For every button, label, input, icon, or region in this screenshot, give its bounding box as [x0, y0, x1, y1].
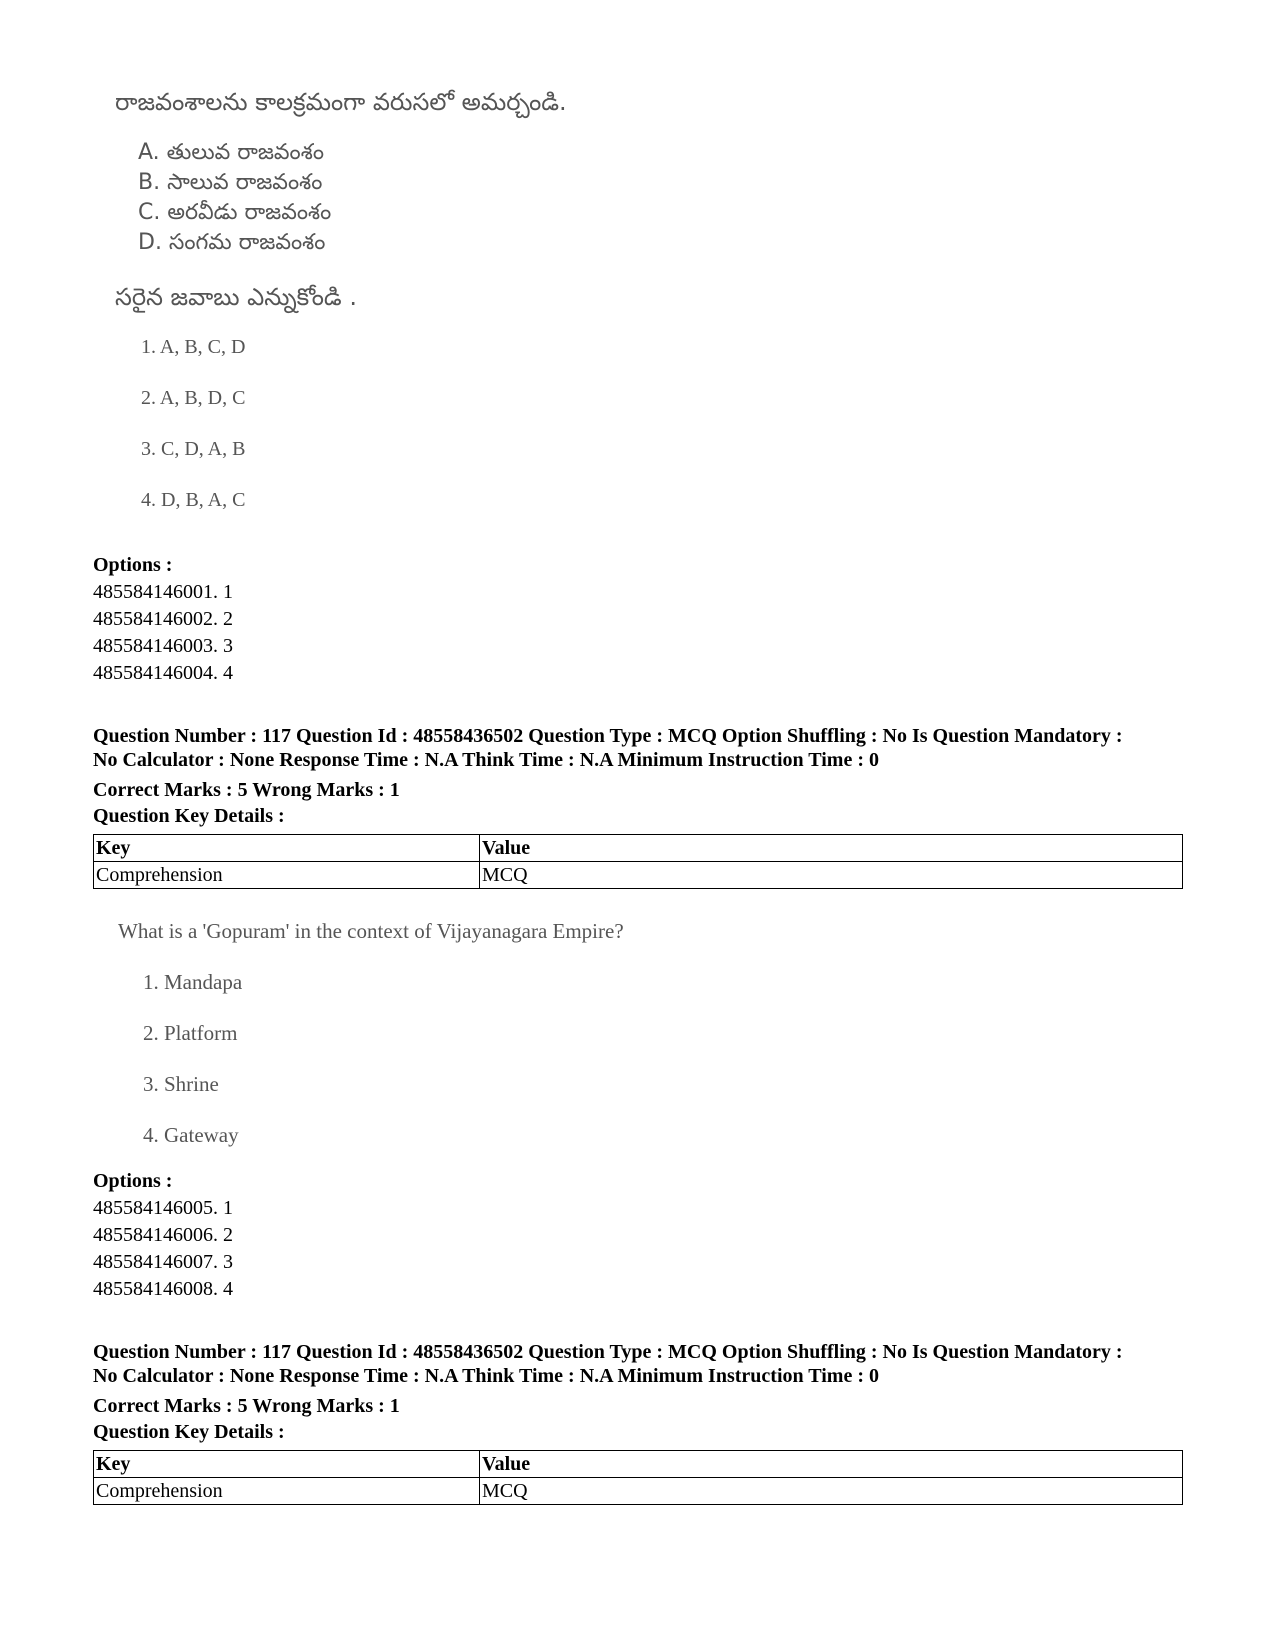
option-line: 485584146007. 3	[93, 1251, 233, 1273]
question-prompt: సరైన జవాబు ఎన్నుకోండి .	[115, 283, 357, 311]
question-image-telugu	[93, 80, 793, 540]
table-header-row	[94, 835, 1183, 862]
header-value: Value	[480, 1451, 1183, 1478]
answer-choice: 2. A, B, D, C	[141, 387, 246, 409]
dynasty-item: B. సాలువ రాజవంశం	[138, 170, 323, 195]
option-line: 485584146006. 2	[93, 1224, 233, 1246]
dynasty-item: A. తులువ రాజవంశం	[138, 140, 324, 165]
answer-choice: 3. Shrine	[143, 1072, 219, 1096]
table-row	[94, 1478, 1183, 1505]
question-meta	[93, 1340, 1183, 1388]
dynasty-item: D. సంగమ రాజవంశం	[138, 230, 326, 255]
meta-line: Question Number : 117 Question Id : 48558436502 Question Type : MCQ Option Shuffling : No Is Question Mandatory :	[93, 725, 1123, 747]
meta-line: No Calculator : None Response Time : N.A Think Time : N.A Minimum Instruction Time : 0	[93, 749, 879, 771]
options-heading: Options :	[93, 1170, 173, 1192]
answer-choice: 4. Gateway	[143, 1123, 239, 1147]
option-line: 485584146001. 1	[93, 581, 233, 603]
key-details-table	[93, 1450, 1183, 1505]
marks-line: Correct Marks : 5 Wrong Marks : 1	[93, 1395, 400, 1417]
table-row	[94, 862, 1183, 889]
options-heading: Options :	[93, 554, 173, 576]
header-key: Key	[94, 835, 480, 862]
header-value: Value	[480, 835, 1183, 862]
cell-value: MCQ	[480, 1478, 1183, 1505]
question-stem: రాజవంశాలను కాలక్రమంగా వరుసలో అమర్చండి.	[115, 88, 567, 116]
question-meta	[93, 724, 1183, 772]
option-line: 485584146004. 4	[93, 662, 233, 684]
meta-line: No Calculator : None Response Time : N.A Think Time : N.A Minimum Instruction Time : 0	[93, 1365, 879, 1387]
dynasty-item: C. అరవీడు రాజవంశం	[138, 200, 332, 225]
key-details-heading: Question Key Details :	[93, 805, 285, 827]
option-line: 485584146008. 4	[93, 1278, 233, 1300]
cell-key: Comprehension	[94, 862, 480, 889]
answer-choice: 4. D, B, A, C	[141, 489, 246, 511]
answer-choice: 1. Mandapa	[143, 970, 243, 994]
cell-key: Comprehension	[94, 1478, 480, 1505]
key-details-heading: Question Key Details :	[93, 1421, 285, 1443]
meta-line: Question Number : 117 Question Id : 48558436502 Question Type : MCQ Option Shuffling : No Is Question Mandatory :	[93, 1341, 1123, 1363]
answer-choice: 1. A, B, C, D	[141, 336, 246, 358]
answer-choice: 2. Platform	[143, 1021, 238, 1045]
option-line: 485584146005. 1	[93, 1197, 233, 1219]
cell-value: MCQ	[480, 862, 1183, 889]
answer-choice: 3. C, D, A, B	[141, 438, 246, 460]
question-image-english	[93, 915, 793, 1155]
table-header-row	[94, 1451, 1183, 1478]
header-key: Key	[94, 1451, 480, 1478]
marks-line: Correct Marks : 5 Wrong Marks : 1	[93, 779, 400, 801]
option-line: 485584146002. 2	[93, 608, 233, 630]
key-details-table	[93, 834, 1183, 889]
option-line: 485584146003. 3	[93, 635, 233, 657]
question-stem: What is a 'Gopuram' in the context of Vijayanagara Empire?	[118, 919, 624, 943]
